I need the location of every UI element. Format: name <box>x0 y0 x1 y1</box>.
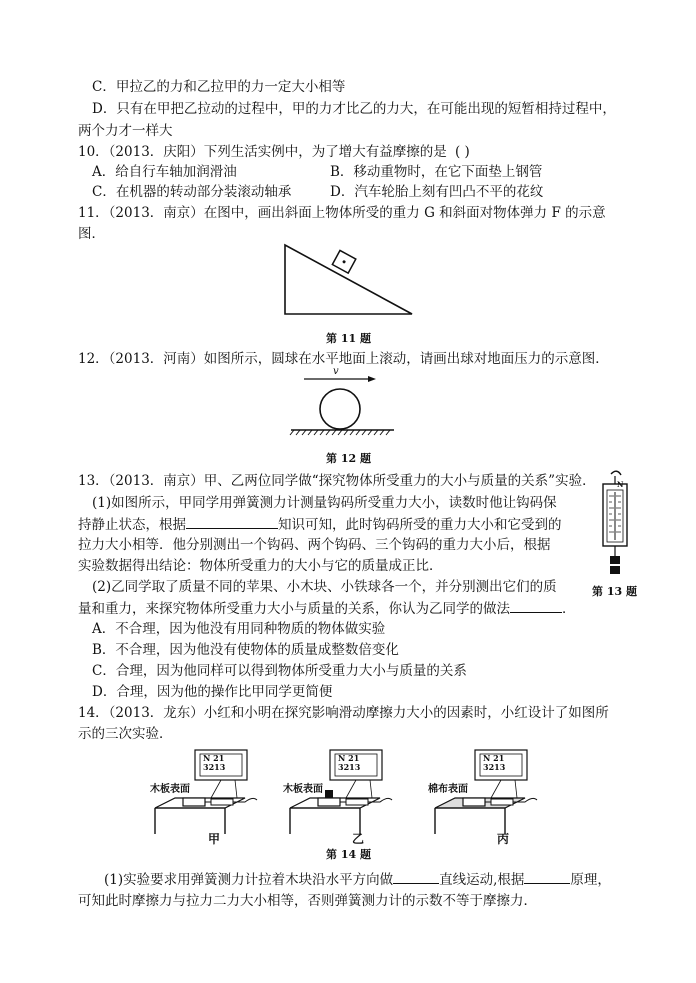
figure-14-caption: 第 14 题 <box>326 848 371 861</box>
question-13: 13．（2013．南京）甲、乙两位同学做“探究物体所受重力的大小与质量的关系”实验． <box>78 473 596 489</box>
ball <box>320 389 360 429</box>
q13-blank-1[interactable] <box>186 515 278 529</box>
option-a-q10: A．给自行车轴加润滑油 <box>92 164 237 180</box>
figure-13-caption: 第 13 题 <box>592 585 637 598</box>
question-14: 14．（2013．龙东）小红和小明在探究影响滑动摩擦力大小的因素时，小红设计了如图所 <box>78 705 609 721</box>
q13-blank-2[interactable] <box>510 599 562 613</box>
experiment-label-bing: 丙 <box>497 832 510 846</box>
option-b-q13: B．不合理，因为他没有使物体的质量成整数倍变化 <box>92 642 399 658</box>
option-d-q13: D．合理，因为他的操作比甲同学更简便 <box>92 684 333 700</box>
option-d-q10: D．汽车轮胎上刻有凹凸不平的花纹 <box>330 184 544 200</box>
velocity-label: v <box>333 366 339 377</box>
dial-bing: N 21 3213 <box>483 753 506 772</box>
option-c-q10: C．在机器的转动部分装滚动轴承 <box>92 184 292 200</box>
option-b-q10: B．移动重物时，在它下面垫上钢管 <box>330 164 543 180</box>
weight-on-block <box>325 790 333 798</box>
figure-11-caption: 第 11 题 <box>326 332 371 345</box>
q14-blank-2[interactable] <box>524 870 570 884</box>
dial-yi: N 21 3213 <box>338 753 361 772</box>
experiment-label-yi: 乙 <box>352 832 365 846</box>
option-d-q9: D．只有在甲把乙拉动的过程中，甲的力才比乙的力大，在可能出现的短暂相持过程中， <box>92 101 616 117</box>
question-10-answer-bracket: ( ) <box>455 144 470 160</box>
question-11-cont: 图． <box>78 226 105 242</box>
surface-label-jia: 木板表面 <box>150 784 190 795</box>
experiment-label-jia: 甲 <box>208 832 221 846</box>
option-a-q13: A．不合理，因为他没有用同种物质的物体做实验 <box>92 621 386 637</box>
option-d-q9-cont: 两个力才一样大 <box>78 123 173 139</box>
incline-figure <box>280 240 420 320</box>
surface-label-yi: 木板表面 <box>283 784 323 795</box>
scale-unit: N <box>617 480 624 489</box>
hook-weights <box>610 556 620 564</box>
question-12: 12．（2013．河南）如图所示，圆球在水平地面上滚动，请画出球对地面压力的示意图． <box>78 351 609 367</box>
q13-part1-line3: 拉力大小相等．他分别测出一个钩码、两个钩码、三个钩码的重力大小后，根据 <box>78 537 551 553</box>
spring-scale-figure <box>595 470 635 580</box>
q14-part1: (1)实验要求用弹簧测力计拉着木块沿水平方向做 直线运动,根据 原理， <box>104 872 611 888</box>
figure-12-caption: 第 12 题 <box>326 452 371 465</box>
q14-blank-1[interactable] <box>393 870 439 884</box>
dial-jia: N 21 3213 <box>203 753 226 772</box>
question-11: 11．（2013．南京）在图中，画出斜面上物体所受的重力 G 和斜面对物体弹力 F 的示意 <box>78 205 606 221</box>
option-c-q9: C．甲拉乙的力和乙拉甲的力一定大小相等 <box>92 79 346 95</box>
question-14-cont: 示的三次实验． <box>78 726 173 742</box>
q13-part1-line2: 持静止状态，根据 知识可知，此时钩码所受的重力大小和它受到的 <box>78 517 562 533</box>
question-10: 10．（2013．庆阳）下列生活实例中，为了增大有益摩擦的是 <box>78 144 447 160</box>
q13-part2: (2)乙同学取了质量不同的苹果、小木块、小铁球各一个，并分别测出它们的质 <box>92 579 557 595</box>
q13-part1-line4: 实验数据得出结论：物体所受重力的大小与它的质量成正比． <box>78 558 443 574</box>
surface-label-bing: 棉布表面 <box>428 784 468 795</box>
q13-part2-line2: 量和重力，来探究物体所受重力大小与质量的关系，你认为乙同学的做法 ． <box>78 601 576 617</box>
rolling-ball-figure <box>288 368 398 440</box>
q14-part1-line2: 可知此时摩擦力与拉力二力大小相等，否则弹簧测力计的示数不等于摩擦力． <box>78 893 537 909</box>
q13-part1: (1)如图所示，甲同学用弹簧测力计测量钩码所受重力大小，读数时他让钩码保 <box>92 495 557 511</box>
option-c-q13: C．合理，因为他同样可以得到物体所受重力大小与质量的关系 <box>92 663 467 679</box>
